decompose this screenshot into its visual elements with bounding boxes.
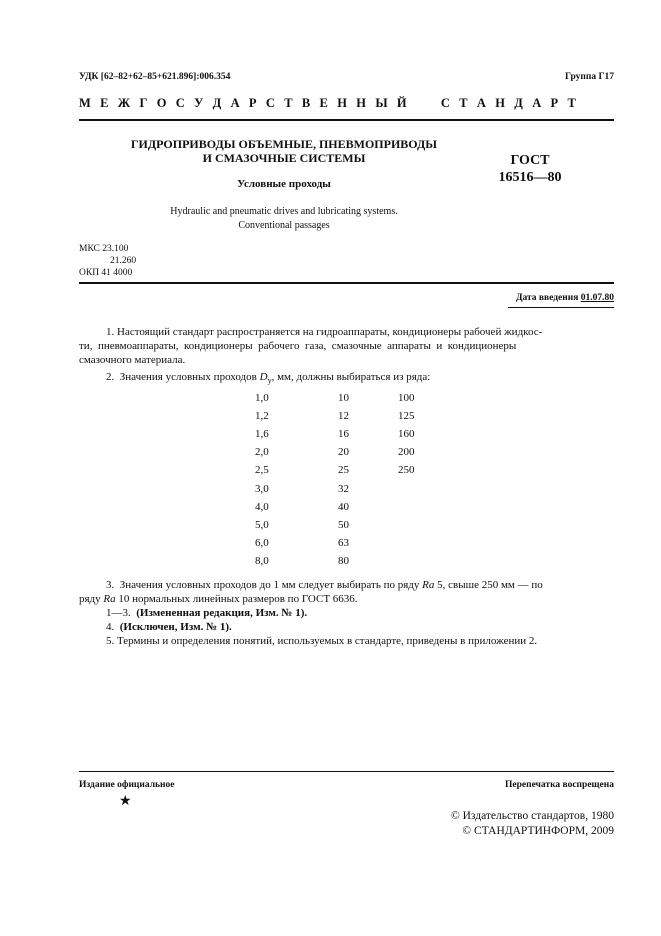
series-value: 32 bbox=[338, 483, 349, 495]
classification-codes bbox=[79, 243, 136, 279]
official-edition: Издание официальное bbox=[79, 780, 175, 790]
okp-code: ОКП 41 4000 bbox=[79, 268, 133, 278]
paragraph-4-prefix: 4. bbox=[106, 621, 120, 633]
series-value: 50 bbox=[338, 519, 349, 531]
series-value: 40 bbox=[338, 501, 349, 513]
series-value: 200 bbox=[398, 446, 415, 458]
ra-symbol: Ra bbox=[422, 579, 435, 591]
paragraph-1-line-2: ти, пневмоаппараты, кондиционеры рабочего газа, смазочные аппараты и кондиционеры bbox=[79, 340, 517, 352]
paragraph-3-text-b: 5, свыше 250 мм — по bbox=[434, 579, 543, 591]
paragraph-3 bbox=[79, 578, 614, 606]
paragraph-1-line-1: 1. Настоящий стандарт распространяется на гидроаппараты, кондиционеры рабочей жидкос- bbox=[106, 326, 543, 338]
paragraph-3-text-c: ряду bbox=[79, 593, 104, 605]
copyright-1980: © Издательство стандартов, 1980 bbox=[450, 810, 614, 822]
nominal-size-subscript: y bbox=[267, 376, 272, 386]
series-value: 16 bbox=[338, 428, 349, 440]
nominal-size-series bbox=[255, 392, 435, 582]
group-code: Группа Г17 bbox=[565, 72, 614, 82]
document-subtitle: Условные проходы bbox=[237, 178, 331, 190]
copyright-2009: © СТАНДАРТИНФОРМ, 2009 bbox=[462, 825, 614, 837]
gost-number: 16516—80 bbox=[498, 170, 562, 185]
series-value: 5,0 bbox=[255, 519, 269, 531]
series-value: 250 bbox=[398, 464, 415, 476]
reprint-prohibited: Перепечатка воспрещена bbox=[504, 780, 614, 790]
document-title bbox=[79, 137, 489, 165]
series-value: 100 bbox=[398, 392, 415, 404]
paragraph-3-line-2 bbox=[79, 592, 614, 606]
amendment-note: (Измененная редакция, Изм. № 1). bbox=[136, 607, 308, 619]
series-value: 80 bbox=[338, 555, 349, 567]
series-value: 12 bbox=[338, 410, 349, 422]
header-rule bbox=[79, 119, 614, 121]
series-value: 8,0 bbox=[255, 555, 269, 567]
nominal-size-symbol: D bbox=[259, 371, 268, 383]
paragraph-1 bbox=[79, 325, 614, 367]
title-line-2: И СМАЗОЧНЫЕ СИСТЕМЫ bbox=[202, 151, 366, 165]
ra-symbol: Ra bbox=[103, 593, 116, 605]
series-value: 2,5 bbox=[255, 464, 269, 476]
english-title-line-1: Hydraulic and pneumatic drives and lubricating systems. bbox=[170, 206, 398, 217]
introduction-date-label: Дата введения bbox=[515, 293, 579, 303]
footer-rule bbox=[79, 771, 614, 772]
standard-banner: М Е Ж Г О С У Д А Р С Т В Е Н Н Ы Й С Т А Н Д А Р Т bbox=[79, 96, 579, 110]
paragraph-5: 5. Термины и определения понятий, используемых в стандарте, приведены в приложении 2. bbox=[106, 635, 538, 647]
paragraph-4-note: (Исключен, Изм. № 1). bbox=[119, 621, 232, 633]
series-value: 20 bbox=[338, 446, 349, 458]
date-rule bbox=[508, 307, 614, 308]
title-line-1: ГИДРОПРИВОДЫ ОБЪЕМНЫЕ, ПНЕВМОПРИВОДЫ bbox=[130, 137, 438, 151]
series-value: 125 bbox=[398, 410, 415, 422]
copyright-block bbox=[451, 809, 614, 839]
classification-rule bbox=[79, 282, 614, 284]
series-value: 3,0 bbox=[255, 483, 269, 495]
amendment-1-3 bbox=[106, 606, 307, 620]
series-value: 6,0 bbox=[255, 537, 269, 549]
series-value: 2,0 bbox=[255, 446, 269, 458]
paragraph-1-line-3: смазочного материала. bbox=[79, 354, 186, 366]
paragraph-3-text-d: 10 нормальных линейных размеров по ГОСТ 6636. bbox=[115, 593, 358, 605]
introduction-date-value: 01.07.80 bbox=[580, 293, 614, 303]
paragraph-2-prefix: 2. Значения условных проходов bbox=[106, 371, 260, 383]
english-title bbox=[79, 205, 489, 233]
series-value: 1,6 bbox=[255, 428, 269, 440]
paragraph-2 bbox=[106, 370, 430, 388]
series-value: 63 bbox=[338, 537, 349, 549]
series-value: 4,0 bbox=[255, 501, 269, 513]
english-title-line-2: Conventional passages bbox=[238, 220, 330, 231]
mks-code-1: МКС 23.100 bbox=[79, 244, 129, 254]
udk-code: УДК [62–82+62–85+621.896]:006.354 bbox=[79, 72, 231, 82]
series-value: 160 bbox=[398, 428, 415, 440]
mks-code-2: 21.260 bbox=[110, 256, 137, 266]
series-value: 1,2 bbox=[255, 410, 269, 422]
amendment-prefix: 1—3. bbox=[106, 607, 137, 619]
star-icon: ★ bbox=[119, 793, 132, 809]
series-value: 10 bbox=[338, 392, 349, 404]
paragraph-2-suffix: , мм, должны выбираться из ряда: bbox=[271, 371, 431, 383]
introduction-date bbox=[516, 293, 614, 303]
paragraph-3-line-1 bbox=[79, 578, 614, 592]
paragraph-3-text-a: 3. Значения условных проходов до 1 мм следует выбирать по ряду bbox=[106, 579, 423, 591]
gost-designation bbox=[480, 152, 580, 186]
gost-label: ГОСТ bbox=[510, 153, 550, 168]
series-value: 1,0 bbox=[255, 392, 269, 404]
paragraph-4 bbox=[106, 620, 232, 634]
series-value: 25 bbox=[338, 464, 349, 476]
